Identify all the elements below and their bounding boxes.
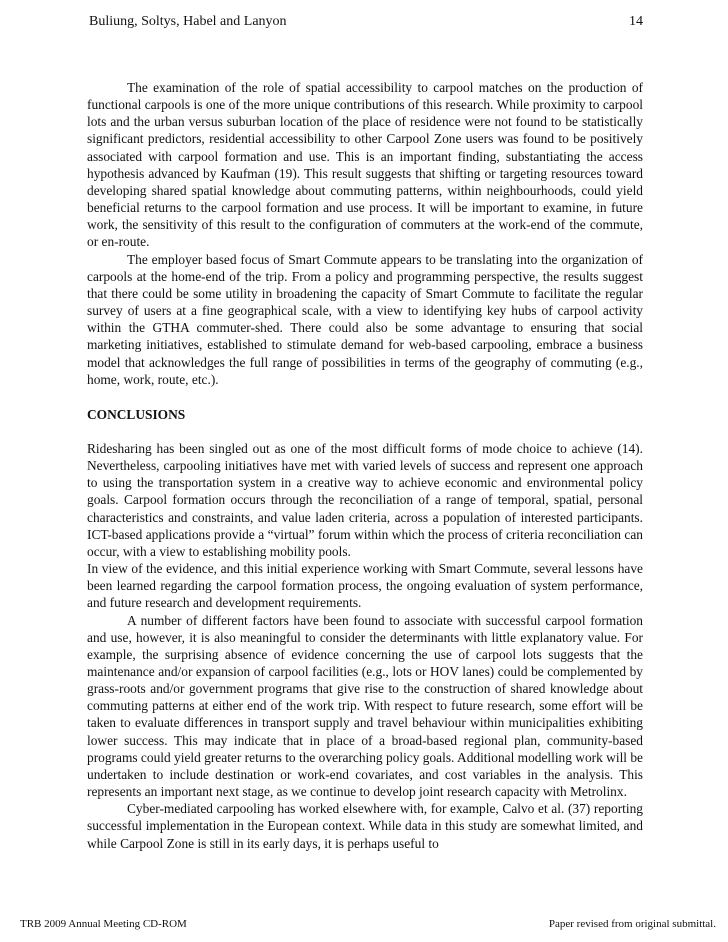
running-head-authors: Buliung, Soltys, Habel and Lanyon	[89, 14, 287, 29]
page-footer	[0, 916, 728, 932]
paragraph-cyber-mediated: Cyber-mediated carpooling has worked elsewhere with, for example, Calvo et al. (37) reporting successful implementation in the European context. While data in this study are somewhat limited, and while Carpool Zone is still in its early days, it is perhaps useful to	[87, 801, 643, 851]
paragraph-employer-focus: The employer based focus of Smart Commute appears to be translating into the organization of carpools at the home-end of the trip. From a policy and programming perspective, the results suggest that there could be some utility in broadening the capacity of Smart Commute to facilitate the regular survey of users at a fine geographical scale, with a view to identifying key hubs of carpool activity within the GTHA commuter-shed. There could also be some advantage to ensuring that social marketing initiatives, established to stimulate demand for web-based carpooling, embrace a business model that acknowledges the full range of possibilities in terms of the geography of commuting (e.g., home, work, route, etc.).	[87, 251, 643, 387]
section-heading: CONCLUSIONS	[87, 406, 186, 422]
page-number: 14	[629, 14, 643, 29]
paragraph-spatial-accessibility: The examination of the role of spatial accessibility to carpool matches on the production of functional carpools is one of the more unique contributions of this research. While proximity to carpool lots and the urban versus suburban location of the place of residence were not found to be statistically significant predictors, residential accessibility to other Carpool Zone users was found to be positively associated with carpool formation and use. This is an important finding, substantiating the access hypothesis advanced by Kaufman (19). This result suggests that shifting or targeting resources toward developing shared spatial knowledge about commuting patterns, within neighbourhoods, could yield beneficial returns to the carpool formation and use process. It will be important to examine, in future work, the sensitivity of this result to the configuration of commuters at the work-end of the commute, or en-route.	[87, 80, 643, 250]
paragraph-factors: A number of different factors have been found to associate with successful carpool formation and use, however, it is also meaningful to consider the determinants with little explanatory value. For example, the surprising absence of evidence concerning the use of carpool lots suggests that the maintenance and/or expansion of carpool facilities (e.g., lots or HOV lanes) could be complemented by grass-roots and/or government programs that give rise to the construction of shared knowledge about commuting patterns at either end of the work trip. With respect to future research, some effort will be taken to evaluate differences in transport supply and travel behaviour within municipalities exhibiting lower success. This may indicate that in place of a broad-based regional plan, community-based programs could yield greater returns to the overarching policy goals. Additional modelling work will be undertaken to include destination or work-end covariates, and cost variables in the analysis. This represents an important next stage, as we continue to develop joint research capacity with Metrolinx.	[87, 612, 643, 800]
footer-revision-note: Paper revised from original submittal.	[548, 918, 716, 930]
paragraph-lessons: In view of the evidence, and this initial experience working with Smart Commute, several lessons have been learned regarding the carpool formation process, the ongoing evaluation of system performance, and future research and development requirements.	[87, 561, 643, 611]
page-header	[89, 12, 645, 32]
footer-conference: TRB 2009 Annual Meeting CD-ROM	[20, 918, 187, 930]
paragraph-ridesharing: Ridesharing has been singled out as one of the most difficult forms of mode choice to achieve (14). Nevertheless, carpooling initiatives have met with varied levels of success and represent one approach to using the transportation system in a creative way to achieve economic and environmental policy goals. Carpool formation occurs through the reconciliation of a range of temporal, spatial, personal characteristics and constraints, and value laden criteria, across a population of interested participants. ICT-based applications provide a “virtual” forum within which the process of criteria reconciliation can occur, with a view to establishing mobility pools.	[87, 440, 643, 559]
page-body	[87, 79, 643, 852]
